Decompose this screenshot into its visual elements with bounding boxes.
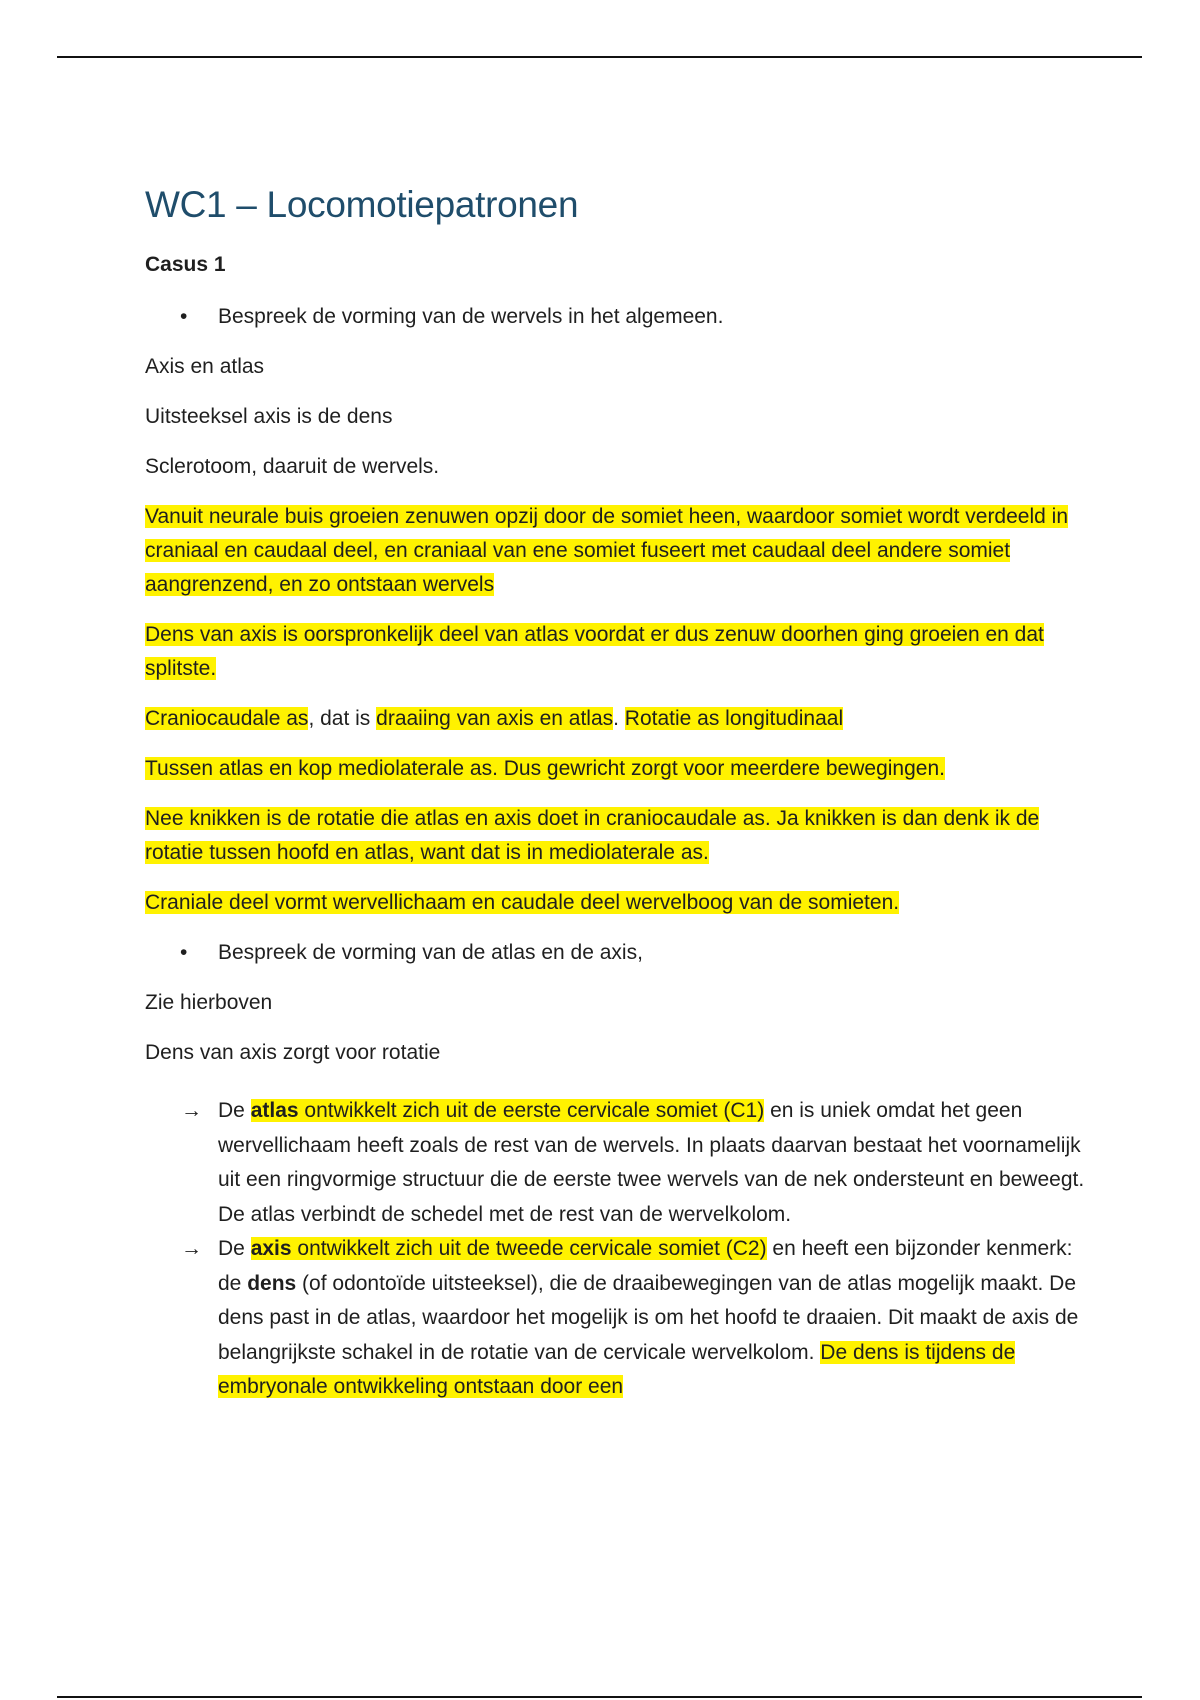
- document-body: [145, 182, 1085, 1405]
- casus-heading: Casus 1: [145, 253, 226, 276]
- bullet-icon: •: [180, 941, 188, 964]
- highlight: Tussen atlas en kop mediolaterale as. Dus gewricht zorgt voor meerdere bewegingen.: [145, 757, 945, 780]
- highlight: Rotatie as longitudinaal: [624, 707, 844, 730]
- paragraph-dens-origin: [145, 618, 1085, 686]
- paragraph-craniale: [145, 886, 1085, 920]
- question-1: • Bespreek de vorming van de wervels in het algemeen.: [145, 300, 1085, 334]
- paragraph-nee-knikken: [145, 802, 1085, 870]
- question-2: • Bespreek de vorming van de atlas en de axis,: [145, 936, 1085, 970]
- bullet-icon: •: [180, 305, 188, 328]
- highlight: axis ontwikkelt zich uit de tweede cervicale somiet (C2): [250, 1237, 767, 1260]
- paragraph-sclerotoom: Sclerotoom, daaruit de wervels.: [145, 455, 440, 478]
- arrow-item-axis: → De axis ontwikkelt zich uit de tweede cervicale somiet (C2) en heeft een bijzonder kenmerk: de dens (of odontoïde uitsteeksel), die de draaibewegingen van de atlas mogelijk maakt. De dens past in de atlas, waardoor het mogelijk is om het hoofd te draaien. Dit maakt de axis de belangrijkste schakel in de rotatie van de cervicale wervelkolom. De dens is tijdens de embryonale ontwikkeling ontstaan door een: [145, 1232, 1085, 1405]
- highlight: Craniale deel vormt wervellichaam en caudale deel wervelboog van de somieten.: [145, 891, 900, 914]
- highlight: Vanuit neurale buis groeien zenuwen opzij door de somiet heen, waardoor somiet wordt verdeeld in craniaal en caudaal deel, en craniaal van ene somiet fuseert met caudaal deel andere somiet aangrenzend, en zo ontstaan wervels: [145, 505, 1068, 596]
- highlight: Craniocaudale as: [145, 707, 309, 730]
- arrow-right-icon: →: [181, 1099, 202, 1122]
- paragraph-axis-atlas: Axis en atlas: [145, 355, 265, 378]
- paragraph-craniocaudale: Craniocaudale as, dat is draaiing van axis en atlas. Rotatie as longitudinaal: [145, 707, 844, 730]
- paragraph-zie-hierboven: Zie hierboven: [145, 991, 273, 1014]
- question-list-1: [145, 300, 1085, 334]
- highlight: Dens van axis is oorspronkelijk deel van atlas voordat er dus zenuw doorhen ging groeien en dat splitste.: [145, 623, 1044, 680]
- arrow-item-atlas: → De atlas ontwikkelt zich uit de eerste cervicale somiet (C1) en is uniek omdat het geen wervellichaam heeft zoals de rest van de wervels. In plaats daarvan bestaat het voornamelijk uit een ringvormige structuur die de eerste twee wervels van de nek ondersteunt en beweegt. De atlas verbindt de schedel met de rest van de wervelkolom.: [145, 1094, 1085, 1232]
- page-title: WC1 – Locomotiepatronen: [145, 184, 579, 225]
- highlight: atlas ontwikkelt zich uit de eerste cervicale somiet (C1): [250, 1099, 765, 1122]
- arrow-right-icon: →: [181, 1237, 202, 1260]
- arrow-list: [145, 1094, 1085, 1405]
- footer-rule: [57, 1696, 1142, 1698]
- header-rule: [57, 56, 1142, 58]
- highlight: Nee knikken is de rotatie die atlas en axis doet in craniocaudale as. Ja knikken is dan denk ik de rotatie tussen hoofd en atlas, want dat is in mediolaterale as.: [145, 807, 1040, 864]
- highlight: draaiing van axis en atlas: [376, 707, 614, 730]
- paragraph-uitsteeksel: Uitsteeksel axis is de dens: [145, 405, 393, 428]
- paragraph-tussen: [145, 752, 1085, 786]
- paragraph-dens-rotatie: Dens van axis zorgt voor rotatie: [145, 1041, 441, 1064]
- highlight: De dens is tijdens de embryonale ontwikkeling ontstaan door een: [218, 1340, 1016, 1398]
- question-list-2: [145, 936, 1085, 970]
- paragraph-vanuit: [145, 500, 1085, 602]
